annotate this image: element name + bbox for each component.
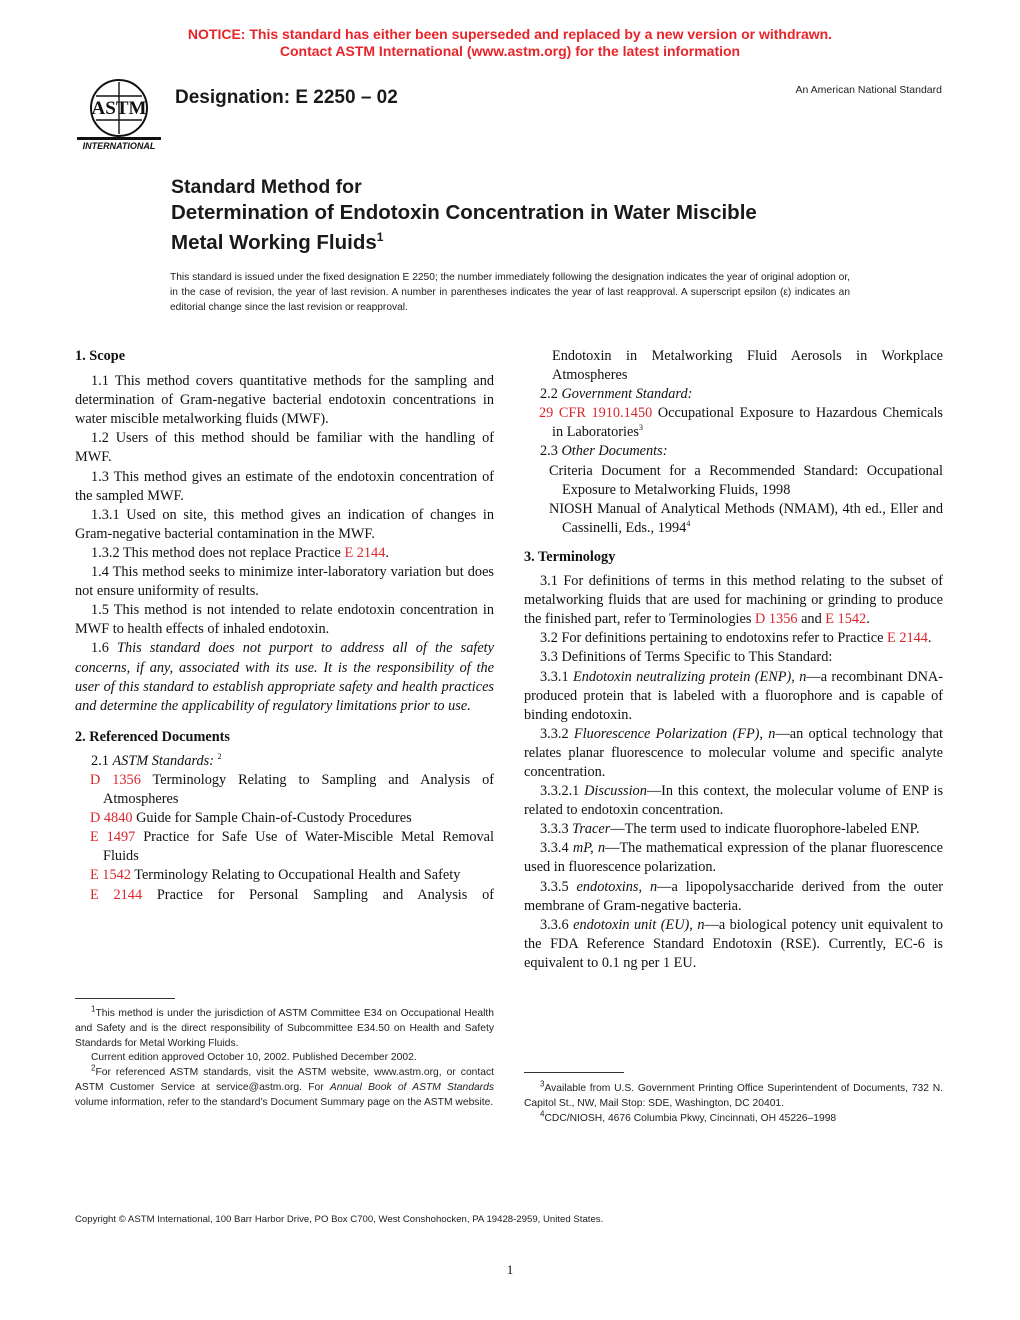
astm-logo: [74, 74, 164, 152]
withdrawal-notice: [0, 26, 1020, 60]
link-29cfr[interactable]: 29 CFR 1910.1450: [539, 405, 653, 422]
para-1-6: 1.6 This standard does not purport to address all of the safety concerns, if any, associated with its use. It is the responsibility of the user of this standard to establish appropriate safety and health practices and determine the applicability of regulatory limitations prior to use.: [75, 640, 494, 714]
copyright: Copyright © ASTM International, 100 Barr Harbor Drive, PO Box C700, West Conshohocken, PA 19428-2959, United States.: [75, 1214, 604, 1225]
link-e1542[interactable]: E 1542: [90, 867, 131, 884]
gov-standard: 29 CFR 1910.1450 Occupational Exposure to Hazardous Chemicals in Laboratories$^3$: [539, 405, 943, 441]
para-2-1: 2.1 ASTM Standards: $^2$: [91, 752, 222, 769]
scope-heading: 1. Scope: [75, 348, 126, 364]
para-3-3-3: 3.3.3 Tracer—The term used to indicate fluorophore-labeled ENP.: [540, 821, 920, 838]
para-3-3-2-1: 3.3.2.1 Discussion—In this context, the molecular volume of ENP is related to endotoxin concentration.: [524, 783, 944, 819]
para-2-2: 2.2 Government Standard:: [540, 386, 693, 403]
refdocs-heading: 2. Referenced Documents: [75, 728, 230, 745]
other-doc-2: NIOSH Manual of Analytical Methods (NMAM), 4th ed., Eller and Cassinelli, Eds., 1994$^4$: [549, 500, 943, 536]
document-title: [171, 175, 757, 255]
ref-item: D 1356 Terminology Relating to Sampling and Analysis of Atmospheres: [90, 771, 494, 808]
footnote-1: $^1$This method is under the jurisdiction of ASTM Committee E34 on Occupational Health and Safety and is the direct responsibility of Subcommittee E34.50 on Health and Safety Standards for Metal Working Fluids.: [75, 1004, 494, 1049]
para-3-3: 3.3 Definitions of Terms Specific to This Standard:: [540, 649, 833, 666]
para-1-3: 1.3 This method gives an estimate of the endotoxin concentration of the sampled MWF.: [75, 468, 494, 504]
para-1-3-2: 1.3.2 This method does not replace Practice E 2144.: [91, 544, 389, 561]
link-e2144[interactable]: E 2144: [344, 544, 386, 561]
para-3-2: 3.2 For definitions pertaining to endotoxins refer to Practice E 2144.: [540, 630, 932, 647]
footnotes-right: [524, 1079, 943, 1126]
ref-item: D 4840 Guide for Sample Chain-of-Custody Procedures: [90, 810, 412, 827]
terminology-heading: 3. Terminology: [524, 548, 616, 565]
footnote-rule-right: [524, 1072, 624, 1073]
para-1-4: 1.4 This method seeks to minimize inter-laboratory variation but does not ensure uniformity of results.: [75, 564, 494, 600]
footnote-1-edition: Current edition approved October 10, 2002. Published December 2002.: [91, 1052, 417, 1064]
para-1-1: 1.1 This method covers quantitative methods for the sampling and determination of Gram-negative bacterial endotoxin concentrations in water miscible metalworking fluids (MWF).: [75, 373, 494, 428]
para-2-3: 2.3 Other Documents:: [540, 443, 668, 460]
para-3-3-4: 3.3.4 mP, n—The mathematical expression of the planar fluorescence used in fluorescence polarization.: [524, 840, 944, 876]
para-1-5: 1.5 This method is not intended to relate endotoxin concentration in MWF to health effects of inhaled endotoxin.: [75, 602, 494, 638]
title-line-3: Metal Working Fluids$^1$: [171, 230, 384, 254]
ref-item-continued: Endotoxin in Metalworking Fluid Aerosols in Workplace Atmospheres: [552, 348, 943, 384]
ref-item: E 1497 Practice for Safe Use of Water-Miscible Metal Removal Fluids: [90, 829, 494, 865]
footnote-3: $^3$Available from U.S. Government Printing Office Superintendent of Documents, 732 N. Capitol St., NW, Mail Stop: SDE, Washington, DC 20401.: [524, 1079, 943, 1109]
other-doc-1: Criteria Document for a Recommended Standard: Occupational Exposure to Metalworking Fluids, 1998: [549, 462, 943, 498]
link-e1497[interactable]: E 1497: [90, 829, 136, 846]
title-footnote-mark: 1: [376, 230, 384, 244]
designation: Designation: E 2250 – 02: [175, 87, 398, 108]
right-column: [524, 347, 943, 973]
american-national-standard: An American National Standard: [795, 84, 942, 96]
notice-line-2: Contact ASTM International (www.astm.org) for the latest information: [279, 43, 741, 59]
ref-item: E 1542 Terminology Relating to Occupational Health and Safety: [90, 867, 461, 884]
page-number: 1: [506, 1262, 514, 1277]
footnote-4: $^4$CDC/NIOSH, 4676 Columbia Pkwy, Cincinnati, OH 45226–1998: [540, 1109, 837, 1124]
astm-logo-icon: [74, 74, 164, 152]
footnotes-left: [75, 1004, 494, 1111]
ref-item: E 2144 Practice for Personal Sampling and Analysis of: [90, 886, 494, 903]
link-e2144-term[interactable]: E 2144: [887, 630, 928, 647]
left-column: [75, 347, 494, 905]
link-d4840[interactable]: D 4840: [90, 810, 133, 827]
preamble: This standard is issued under the fixed designation E 2250; the number immediately following the designation indicates the year of original adoption or, in the case of revision, the year of last revision. A number in parentheses indicates the year of last reapproval. A superscript epsilon (ε) indicates an editorial change since the last revision or reapproval.: [170, 272, 850, 313]
link-d1356[interactable]: D 1356: [90, 771, 141, 788]
para-1-3-1: 1.3.1 Used on site, this method gives an indication of changes in Gram-negative bacterial contamination in the MWF.: [75, 506, 494, 542]
notice-line-1: NOTICE: This standard has either been superseded and replaced by a new version or withdrawn.: [187, 26, 833, 42]
title-line-2: Determination of Endotoxin Concentration in Water Miscible: [171, 201, 757, 224]
footnote-2: $^2$For referenced ASTM standards, visit the ASTM website, www.astm.org, or contact ASTM Customer Service at service@astm.org. For Annual Book of ASTM Standards volume information, refer to the standard’s Document Summary page on the ASTM website.: [75, 1063, 494, 1108]
logo-subtext: INTERNATIONAL: [82, 141, 156, 151]
footnote-rule-left: [75, 998, 175, 999]
logo-text: ASTM: [91, 98, 147, 119]
para-3-3-5: 3.3.5 endotoxins, n—a lipopolysaccharide derived from the outer membrane of Gram-negative bacteria.: [524, 878, 943, 914]
title-line-1: Standard Method for: [171, 176, 362, 198]
para-3-3-1: 3.3.1 Endotoxin neutralizing protein (ENP), n—a recombinant DNA-produced protein that is labeled with a fluorophore and is capable of binding endotoxin.: [524, 668, 944, 723]
para-3-3-6: 3.3.6 endotoxin unit (EU), n—a biological potency unit equivalent to the FDA Reference Standard Endotoxin (RSE). Currently, EC-6 is equivalent to 0.1 ng per 1 EU.: [524, 916, 943, 971]
link-e2144-ref[interactable]: E 2144: [90, 886, 143, 903]
para-1-2: 1.2 Users of this method should be familiar with the handling of MWF.: [75, 430, 494, 466]
para-3-3-2: 3.3.2 Fluorescence Polarization (FP), n—an optical technology that relates planar fluorescence to molecular volume and specific analyte concentration.: [524, 725, 943, 780]
link-e1542-term[interactable]: E 1542: [825, 611, 867, 628]
para-3-1: 3.1 For definitions of terms in this method relating to the subset of metalworking fluids that are used for machining or grinding to produce the finished part, refer to Terminologies D 1356 and E 1542.: [524, 573, 943, 628]
link-d1356-term[interactable]: D 1356: [755, 611, 798, 628]
